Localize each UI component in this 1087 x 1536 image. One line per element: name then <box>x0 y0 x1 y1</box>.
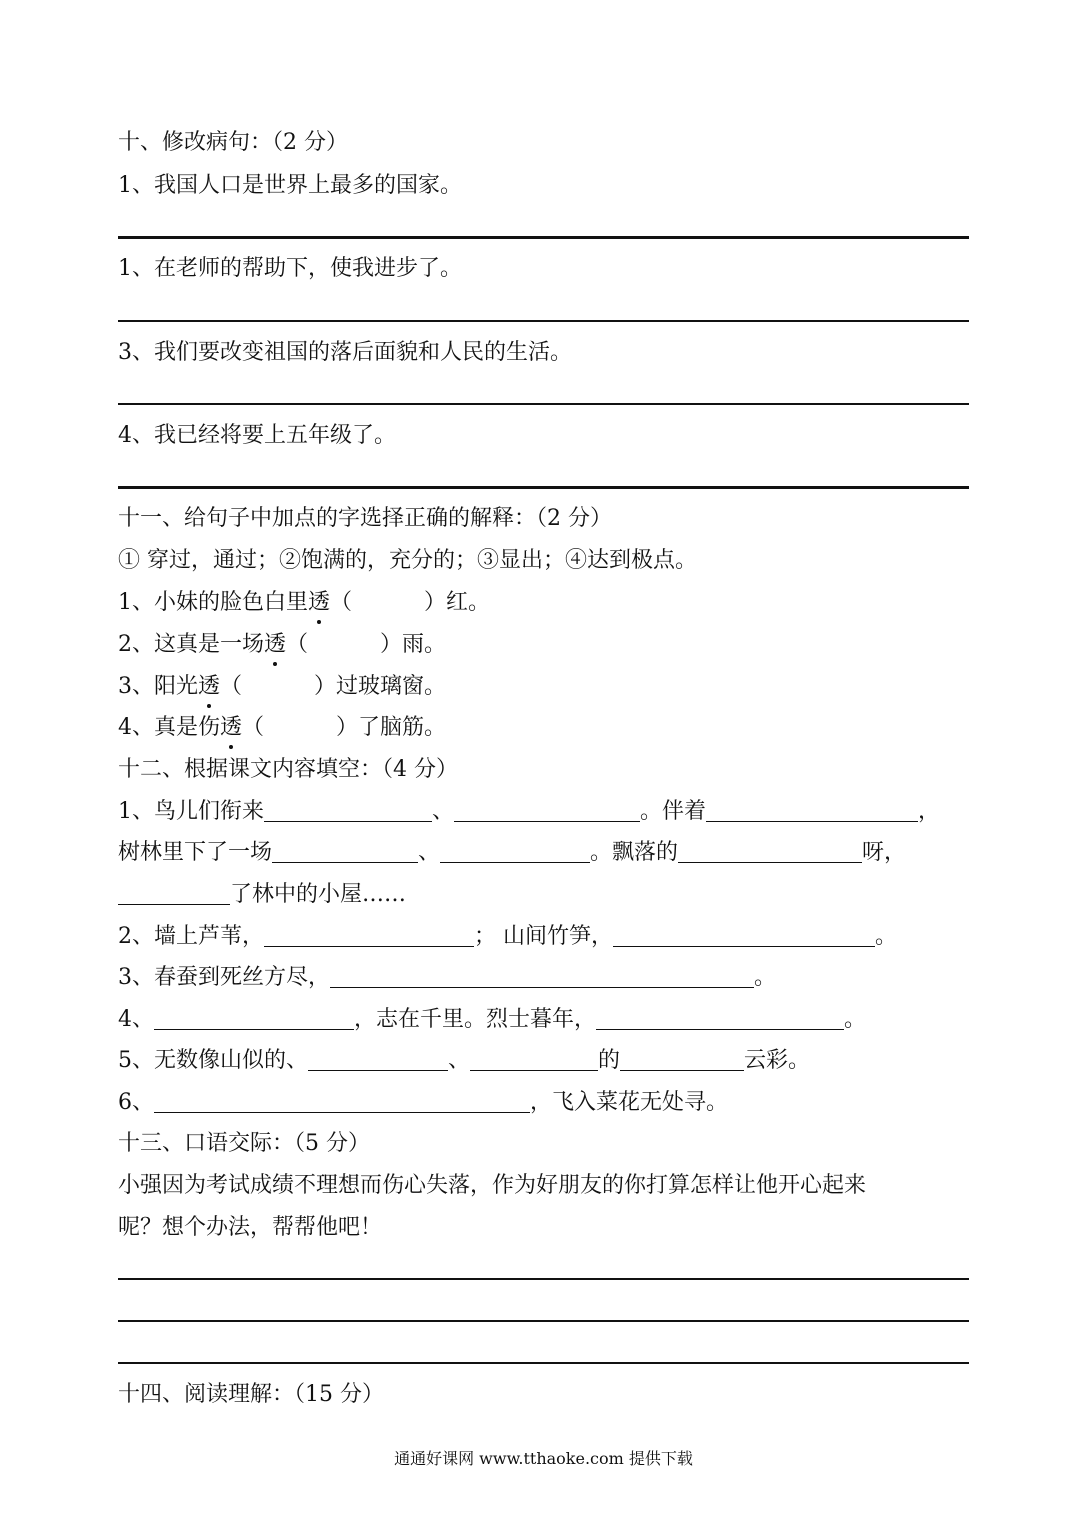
s12-line-7 <box>118 1046 810 1076</box>
page-footer: 通通好课网 www.tthaoke.com 提供下载 <box>394 1449 693 1468</box>
paren-close: ） <box>424 590 447 615</box>
fill-text: 了林中的小屋…… <box>230 882 407 907</box>
fill-text: 。 <box>754 965 777 990</box>
fill-text: ，飞入菜花无处寻。 <box>530 1090 729 1115</box>
s10-item-3: 3、我们要改变祖国的落后面貌和人民的生活。 <box>118 340 572 365</box>
answer-line[interactable] <box>118 320 969 322</box>
paren-open: （ <box>220 674 243 699</box>
fill-text: ， <box>918 799 941 824</box>
q-text: 3、阳光 <box>118 674 198 699</box>
fill-text: 1、鸟儿们衔来 <box>118 799 264 824</box>
answer-line[interactable] <box>118 1362 969 1364</box>
s10-item-2: 1、在老师的帮助下，使我进步了。 <box>118 256 462 281</box>
section-10-title: 十、修改病句：（2 分） <box>118 130 348 155</box>
fill-text: ，志在千里。烈士暮年， <box>354 1007 597 1032</box>
fill-blank[interactable] <box>706 797 918 822</box>
fill-text: 。伴着 <box>640 799 707 824</box>
answer-line[interactable] <box>118 1278 969 1280</box>
section-11-title: 十一、给句子中加点的字选择正确的解释：（2 分） <box>118 506 612 531</box>
dotted-char: 透 <box>220 713 242 743</box>
q-text: 4、真是伤 <box>118 715 220 740</box>
fill-text: 3、春蚕到死丝方尽， <box>118 965 330 990</box>
s12-line-6 <box>118 1005 866 1035</box>
s13-prompt-2: 呢？想个办法，帮帮他吧！ <box>118 1215 383 1240</box>
paren-open: （ <box>242 715 265 740</box>
fill-blank[interactable] <box>613 922 875 947</box>
fill-blank[interactable] <box>678 838 862 863</box>
fill-blank[interactable] <box>154 1005 354 1030</box>
s11-options: ① 穿过，通过；②饱满的，充分的；③显出；④达到极点。 <box>118 548 697 573</box>
fill-text: 5、无数像山似的、 <box>118 1048 308 1073</box>
paren-close: ） <box>336 715 359 740</box>
fill-blank[interactable] <box>470 1046 598 1071</box>
fill-blank[interactable] <box>330 963 754 988</box>
section-12-title: 十二、根据课文内容填空：（4 分） <box>118 757 458 782</box>
paren-close: ） <box>314 674 337 699</box>
answer-line[interactable] <box>118 486 969 489</box>
fill-text: 。飘落的 <box>590 840 679 865</box>
fill-text: 、 <box>448 1048 471 1073</box>
q-text: 1、小妹的脸色白里 <box>118 590 308 615</box>
s12-line-1 <box>118 797 940 827</box>
fill-blank[interactable] <box>154 1088 530 1113</box>
answer-line[interactable] <box>118 403 969 405</box>
fill-blank[interactable] <box>264 797 432 822</box>
fill-blank[interactable] <box>596 1005 844 1030</box>
fill-text: ； 山间竹笋， <box>474 924 613 949</box>
s11-question-2 <box>118 630 446 660</box>
s11-question-3 <box>118 672 446 702</box>
paren-close: ） <box>380 632 403 657</box>
fill-text: 、 <box>432 799 455 824</box>
fill-blank[interactable] <box>272 838 418 863</box>
dotted-char: 透 <box>308 588 330 618</box>
paren-open: （ <box>330 590 353 615</box>
fill-text: 呀， <box>862 840 907 865</box>
s11-question-1 <box>118 588 490 618</box>
fill-text: 的 <box>598 1048 621 1073</box>
fill-blank[interactable] <box>308 1046 448 1071</box>
s10-item-1: 1、我国人口是世界上最多的国家。 <box>118 173 462 198</box>
s13-prompt-1: 小强因为考试成绩不理想而伤心失落，作为好朋友的你打算怎样让他开心起来 <box>118 1173 867 1198</box>
fill-text: 。 <box>875 924 898 949</box>
fill-text: 2、墙上芦苇， <box>118 924 264 949</box>
answer-line[interactable] <box>118 236 969 239</box>
dotted-char: 透 <box>198 672 220 702</box>
q-text: 2、这真是一场 <box>118 632 264 657</box>
fill-text: 4、 <box>118 1007 154 1032</box>
fill-text: 。 <box>844 1007 867 1032</box>
s11-question-4 <box>118 713 446 743</box>
fill-text: 6、 <box>118 1090 154 1115</box>
fill-text: 树林里下了一场 <box>118 840 273 865</box>
fill-text: 、 <box>418 840 441 865</box>
s12-line-8 <box>118 1088 728 1118</box>
fill-blank[interactable] <box>264 922 474 947</box>
q-text: 过玻璃窗。 <box>336 674 447 699</box>
fill-blank[interactable] <box>620 1046 744 1071</box>
q-text: 雨。 <box>402 632 447 657</box>
fill-blank[interactable] <box>454 797 640 822</box>
s10-item-4: 4、我已经将要上五年级了。 <box>118 423 396 448</box>
answer-line[interactable] <box>118 1320 969 1322</box>
q-text: 了脑筋。 <box>358 715 447 740</box>
dotted-char: 透 <box>264 630 286 660</box>
s12-line-3 <box>118 880 406 910</box>
s12-line-4 <box>118 922 897 952</box>
paren-open: （ <box>286 632 309 657</box>
q-text: 红。 <box>446 590 491 615</box>
s12-line-2 <box>118 838 906 868</box>
section-14-title: 十四、阅读理解：（15 分） <box>118 1382 384 1407</box>
s12-line-5 <box>118 963 776 993</box>
fill-blank[interactable] <box>440 838 590 863</box>
fill-blank[interactable] <box>118 880 230 905</box>
section-13-title: 十三、口语交际：（5 分） <box>118 1131 370 1156</box>
fill-text: 云彩。 <box>744 1048 811 1073</box>
